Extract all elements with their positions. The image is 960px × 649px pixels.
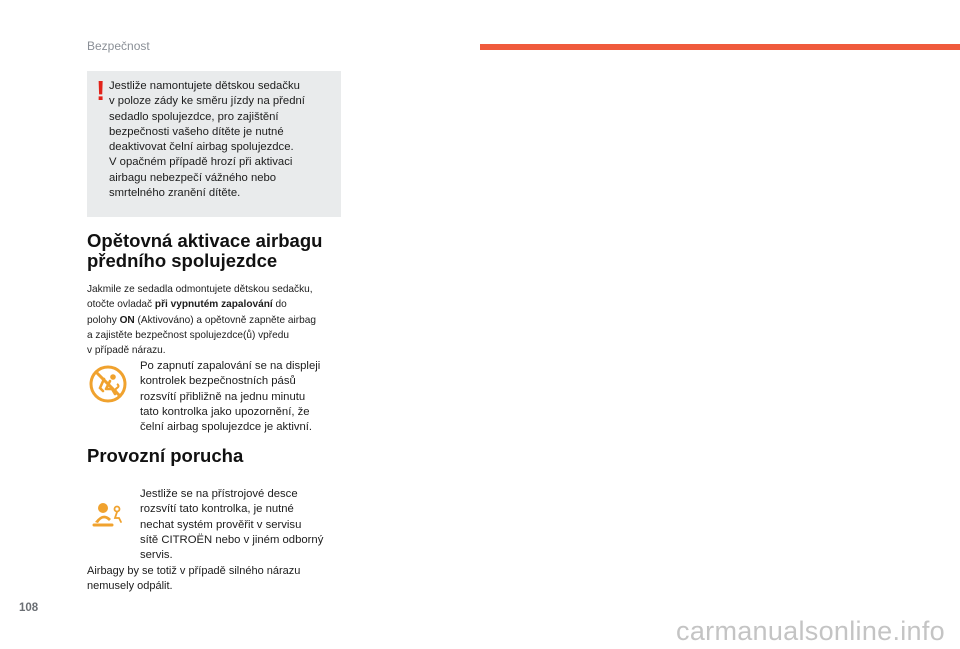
airbag-fault-icon [92, 501, 124, 529]
description-line: tato kontrolka jako upozornění, že [140, 405, 310, 418]
page-number: 108 [19, 602, 39, 614]
airbag-off-warning-icon [88, 364, 128, 404]
paragraph-text: polohy [87, 314, 120, 326]
paragraph-text: Jakmile ze sedadla odmontujete dětskou sedačku, [87, 284, 313, 295]
description-line: Jestliže se na přístrojové desce [140, 488, 298, 500]
description-line: rozsvítí tato kontrolka, je nutné [140, 503, 294, 516]
warning-text [109, 79, 337, 201]
description-line: servis. [140, 549, 173, 562]
paragraph-text: otočte ovladač [87, 299, 155, 311]
airbag-warning-description [140, 359, 345, 435]
description-line: rozsvítí přibližně na jednu minutu [140, 390, 306, 403]
emphasis-on: ON [119, 314, 135, 326]
warning-line: airbagu nebezpečí vážného nebo [109, 171, 277, 184]
paragraph-text: nemusely odpálit. [87, 580, 173, 593]
description-line: čelní airbag spolujezdce je aktivní. [140, 421, 313, 434]
watermark: carmanualsonline.info [676, 616, 945, 646]
section-label: Bezpečnost [87, 39, 150, 53]
warning-line: deaktivovat čelní airbag spolujezdce. [109, 141, 294, 154]
warning-line: sedadlo spolujezdce, pro zajištění [109, 110, 279, 123]
description-line: Po zapnutí zapalování se na displeji [140, 360, 321, 372]
description-line: nechat systém prověřit v servisu [140, 518, 302, 531]
warning-line: v poloze zády ke směru jízdy na přední [109, 95, 305, 108]
heading-line: Opětovná aktivace airbagu [87, 230, 323, 251]
paragraph-text: Airbagy by se totiž v případě silného nárazu [87, 565, 301, 577]
fault-paragraph [87, 564, 343, 595]
warning-box [87, 71, 341, 217]
emphasis-ignition-off: při vypnutém zapalování [154, 299, 273, 311]
section-accent-rule [480, 44, 960, 50]
section-heading-reactivation [87, 231, 347, 271]
paragraph-text: (Aktivováno) a opětovně zapněte airbag [134, 314, 316, 326]
warning-line: Jestliže namontujete dětskou sedačku [109, 80, 300, 92]
warning-line: smrtelného zranění dítěte. [109, 187, 241, 200]
fault-description [140, 487, 345, 563]
paragraph-text: do [272, 299, 287, 311]
section-heading-fault: Provozní porucha [87, 445, 244, 466]
description-line: sítě CITROËN nebo v jiném odborný [140, 533, 324, 546]
heading-line: předního spolujezdce [87, 250, 278, 271]
description-line: kontrolek bezpečnostních pásů [140, 375, 296, 388]
warning-line: V opačném případě hrozí při aktivaci [109, 156, 293, 169]
warning-exclamation-icon: ! [96, 75, 106, 106]
reactivation-paragraph [87, 282, 343, 358]
warning-line: bezpečnosti vašeho dítěte je nutné [109, 125, 284, 138]
paragraph-text: a zajistěte bezpečnost spolujezdce(ů) vpředu [87, 329, 289, 341]
paragraph-text: v případě nárazu. [87, 345, 166, 357]
